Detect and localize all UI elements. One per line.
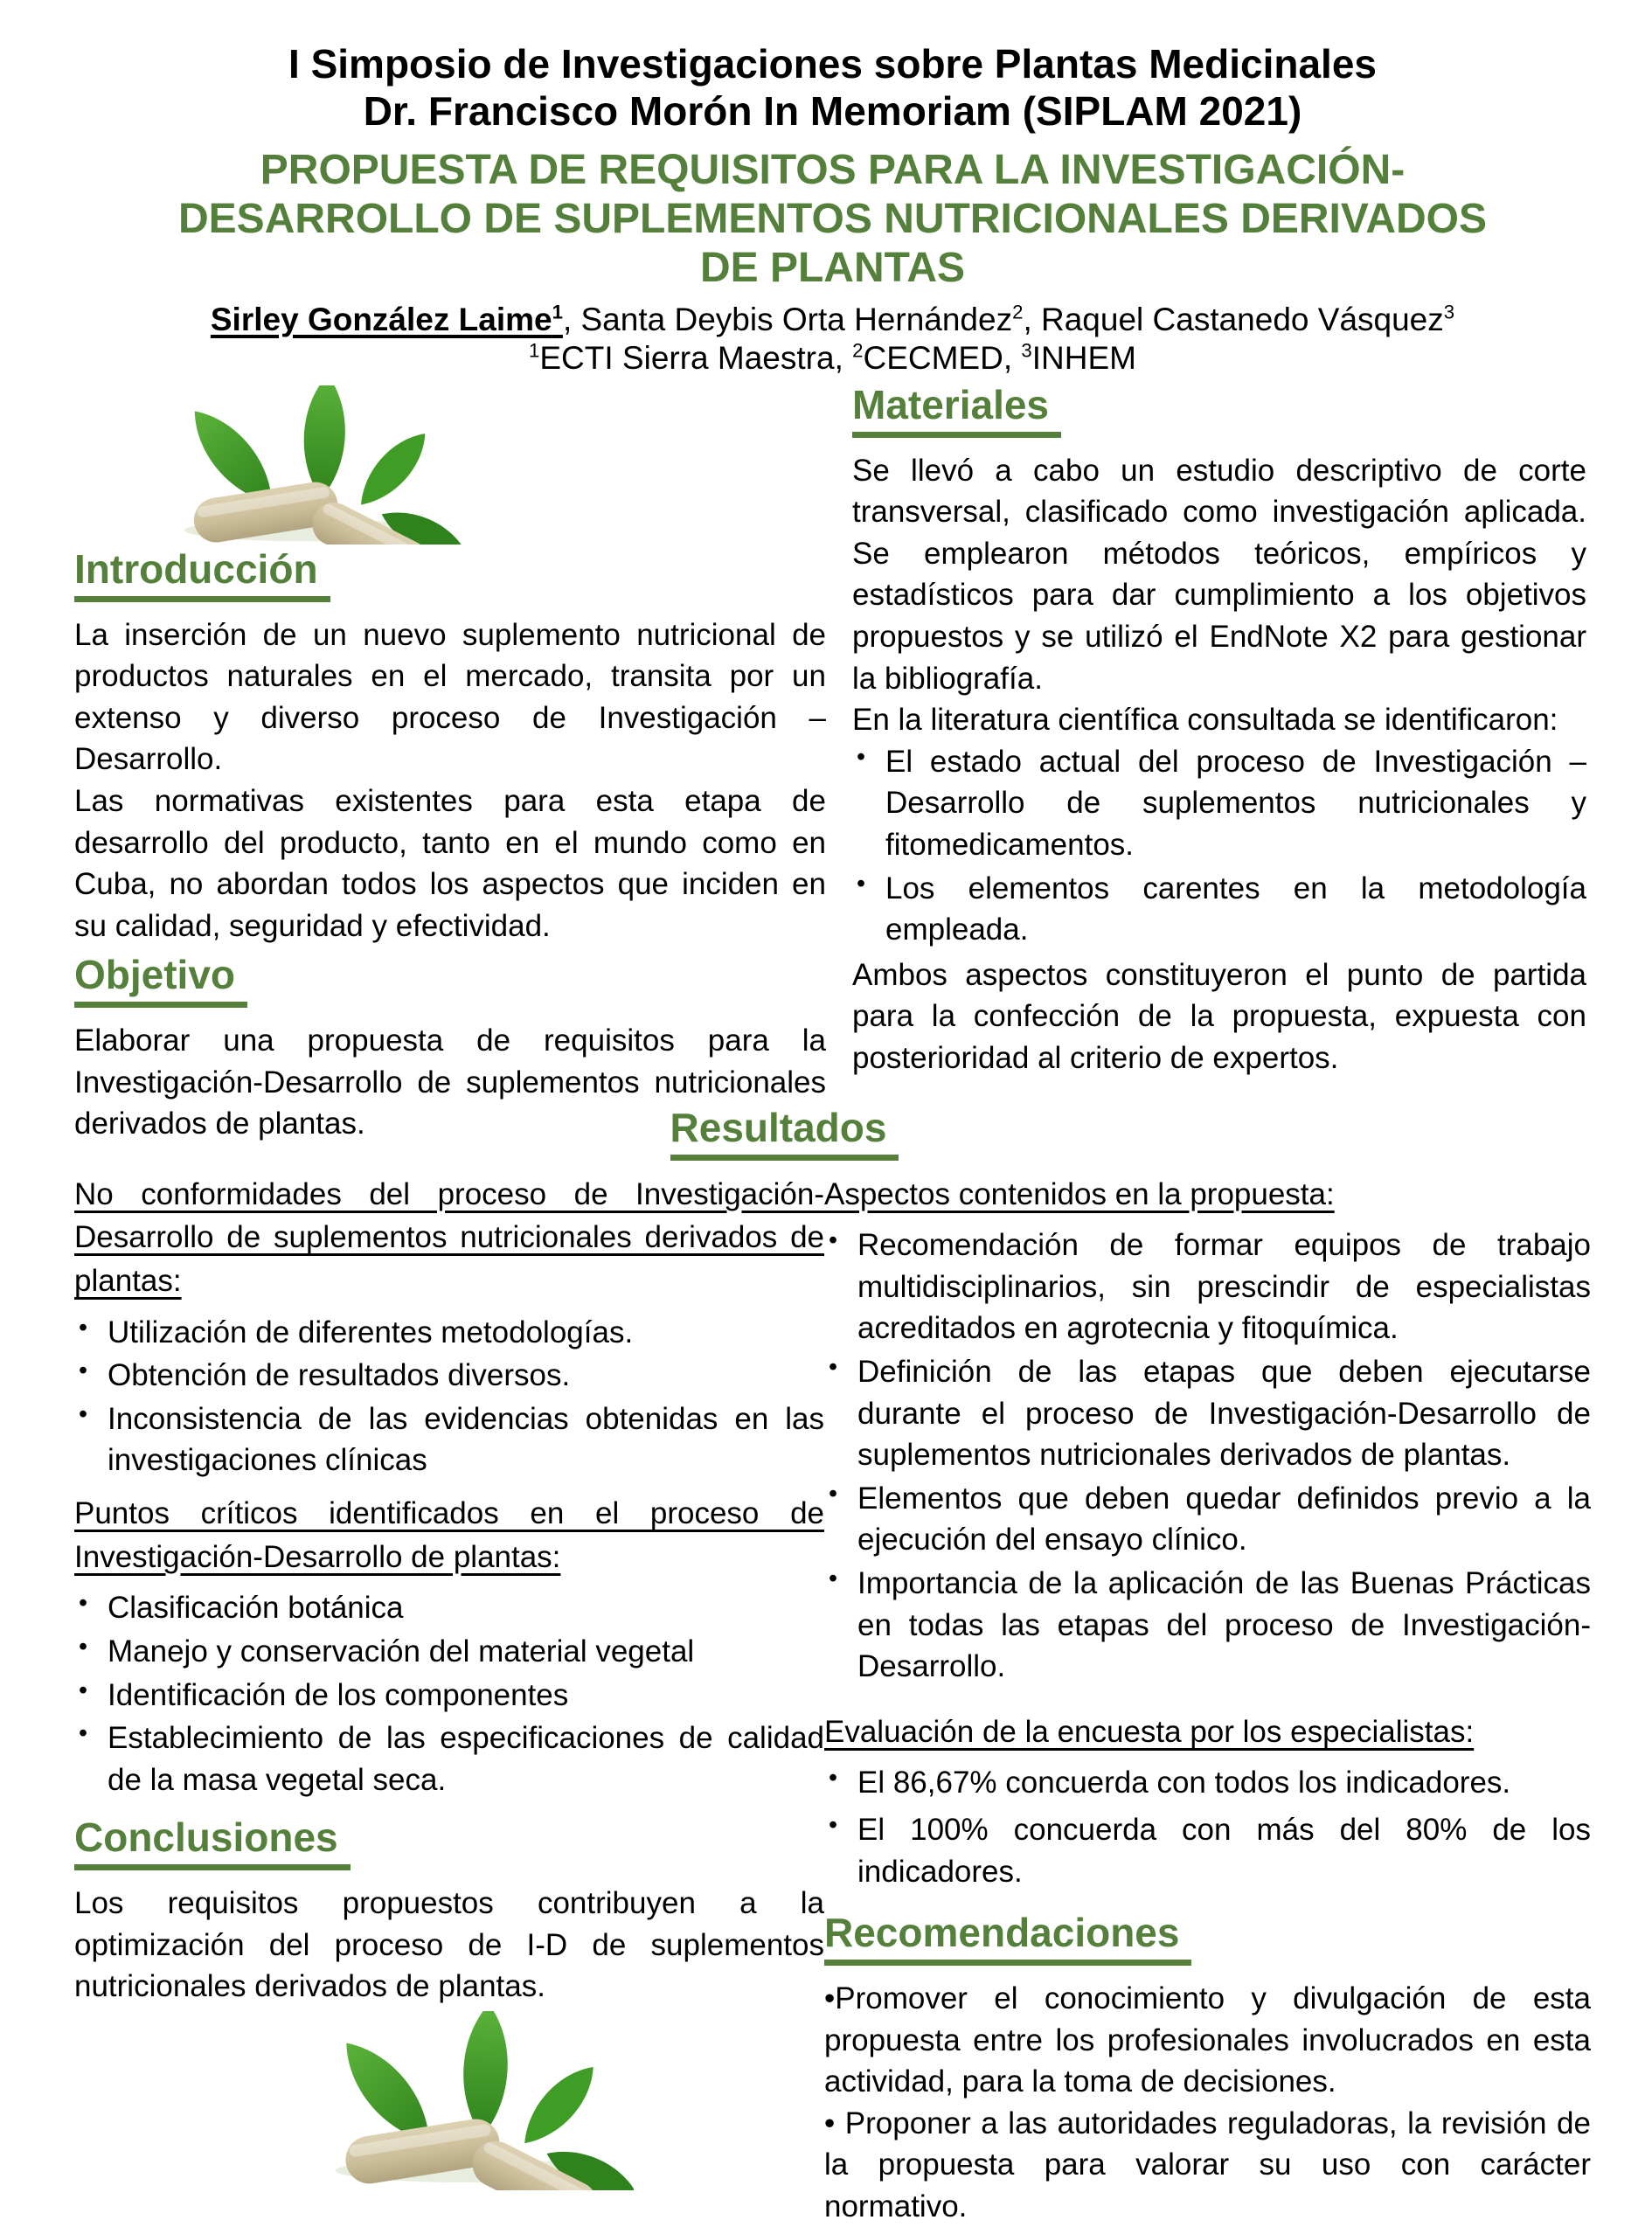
introduccion-paragraph-1: La inserción de un nuevo suplemento nutricional de productos naturales en el mercado, transita por un extenso y diverso proceso de Investigación – Desarrollo. (74, 617, 826, 777)
subheading-puntos-criticos: Puntos críticos identificados en el proceso de Investigación-Desarrollo de plantas: (74, 1495, 824, 1574)
list-item: • Elementos que deben quedar definidos previo a la ejecución del ensayo clínico. (824, 1478, 1591, 1561)
section-heading-conclusiones: Conclusiones (74, 1816, 351, 1870)
recomendaciones-item-1: •Promover el conocimiento y divulgación de esta propuesta entre los profesionales involucrados en esta actividad, para la toma de decisiones. (824, 1981, 1591, 2099)
list-item: • El estado actual del proceso de Investigación – Desarrollo de suplementos nutricionales y fitomedicamentos. (852, 741, 1586, 866)
materiales-paragraph-2: En la literatura científica consultada se identificaron: (852, 703, 1558, 738)
subheading-evaluacion: Evaluación de la encuesta por los especialistas: (824, 1714, 1475, 1749)
right-column-results (824, 1173, 1591, 2227)
no-conformidades-list (74, 1312, 824, 1481)
aspectos-list (824, 1225, 1591, 1688)
author-1: Sirley González Laime$^1$ (210, 301, 563, 337)
affiliation-2-superscript: 2 (852, 339, 864, 362)
poster-title (74, 146, 1591, 293)
affiliation-3-superscript: 3 (1021, 339, 1032, 362)
resultados-heading-row (26, 1104, 1543, 1161)
author-3: , Raquel Castanedo Vásquez$^3$ (1023, 301, 1455, 337)
list-item: • Importancia de la aplicación de las Buenas Prácticas en todas las etapas del proceso de Investigación-Desarrollo. (824, 1563, 1591, 1688)
materiales-paragraph-3: Ambos aspectos constituyeron el punto de partida para la confección de la propuesta, expuesta con posterioridad al criterio de expertos. (852, 957, 1586, 1075)
subheading-aspectos: Aspectos contenidos en la propuesta: (824, 1176, 1335, 1211)
list-item: • Clasificación botánica (74, 1587, 824, 1629)
mint-capsules-image-top (135, 385, 472, 545)
poster-title-line2: DESARROLLO DE SUPLEMENTOS NUTRICIONALES DERIVADOS (178, 195, 1487, 242)
section-heading-materiales: Materiales (852, 384, 1061, 438)
list-item: • El 86,67% concuerda con todos los indicadores. (824, 1762, 1591, 1804)
conference-title-line1: I Simposio de Investigaciones sobre Plantas Medicinales (288, 41, 1377, 87)
left-column-results (74, 1173, 824, 2227)
objetivo-paragraph: Elaborar una propuesta de requisitos para la Investigación-Desarrollo de suplementos nutricionales derivados de plantas. (74, 1023, 826, 1141)
introduccion-paragraph-2: Las normativas existentes para esta etapa de desarrollo del producto, tanto en el mundo como en Cuba, no abordan todos los aspectos que inciden en su calidad, seguridad y efectividad. (74, 784, 826, 943)
affiliation-1-superscript: 1 (529, 339, 540, 362)
materiales-paragraph-1: Se llevó a cabo un estudio descriptivo de corte transversal, clasificado como investigación aplicada. Se emplearon métodos teóricos, empíricos y estadísticos para dar cumplimiento a los objetivos propuestos y se utilizó el EndNote X2 para gestionar la bibliografía. (852, 453, 1586, 696)
section-heading-resultados: Resultados (670, 1107, 899, 1161)
poster-title-line1: PROPUESTA DE REQUISITOS PARA LA INVESTIGACIÓN- (260, 146, 1406, 193)
conference-title-line2: Dr. Francisco Morón In Memoriam (SIPLAM 2021) (363, 88, 1302, 135)
puntos-criticos-list (74, 1587, 824, 1800)
affiliation-3: INHEM (1031, 340, 1136, 376)
poster-title-line3: DE PLANTAS (699, 244, 966, 291)
affiliation-2: CECMED, (863, 340, 1022, 376)
materiales-list (852, 741, 1586, 951)
conclusiones-paragraph: Los requisitos propuestos contribuyen a la optimización del proceso de I-D de suplementos nutricionales derivados de plantas. (74, 1886, 824, 2004)
top-two-column-area (74, 384, 1591, 1145)
list-item: • Identificación de los componentes (74, 1675, 824, 1717)
list-item: • Manejo y conservación del material vegetal (74, 1631, 824, 1673)
author-3-superscript: 3 (1443, 301, 1455, 323)
list-item: • Establecimiento de las especificaciones de calidad de la masa vegetal seca. (74, 1717, 824, 1800)
conference-title (74, 40, 1591, 135)
right-column-top (852, 384, 1586, 1145)
evaluacion-list (824, 1762, 1591, 1892)
author-1-superscript: 1 (552, 301, 563, 323)
section-heading-objetivo: Objetivo (74, 954, 247, 1008)
left-column-top (74, 384, 826, 1145)
list-item: • Los elementos carentes en la metodología empleada. (852, 868, 1586, 951)
list-item: • Definición de las etapas que deben ejecutarse durante el proceso de Investigación-Desarrollo de suplementos nutricionales derivados de plantas. (824, 1351, 1591, 1476)
section-heading-introduccion: Introducción (74, 548, 330, 602)
affiliations-line (74, 340, 1591, 377)
affiliation-1: ECTI Sierra Maestra, (539, 340, 853, 376)
list-item: • Utilización de diferentes metodologías. (74, 1312, 824, 1354)
list-item: • Obtención de resultados diversos. (74, 1355, 824, 1397)
author-2-superscript: 2 (1012, 301, 1024, 323)
authors-line (74, 302, 1591, 338)
section-heading-recomendaciones: Recomendaciones (824, 1911, 1191, 1966)
author-2: , Santa Deybis Orta Hernández$^2$ (562, 301, 1024, 337)
list-item: • Recomendación de formar equipos de trabajo multidisciplinarios, sin prescindir de especialistas acreditados en agrotecnia y fitoquímica. (824, 1225, 1591, 1349)
results-two-column-area (74, 1173, 1591, 2227)
mint-capsules-image-bottom (293, 2011, 634, 2190)
list-item: • El 100% concuerda con más del 80% de los indicadores. (824, 1809, 1591, 1892)
recomendaciones-item-2: • Proponer a las autoridades reguladoras, la revisión de la propuesta para valorar su uso con carácter normativo. (824, 2106, 1591, 2224)
subheading-no-conformidades: No conformidades del proceso de Investigación-Desarrollo de suplementos nutricionales derivados de plantas: (74, 1176, 824, 1298)
list-item: • Inconsistencia de las evidencias obtenidas en las investigaciones clínicas (74, 1398, 824, 1481)
